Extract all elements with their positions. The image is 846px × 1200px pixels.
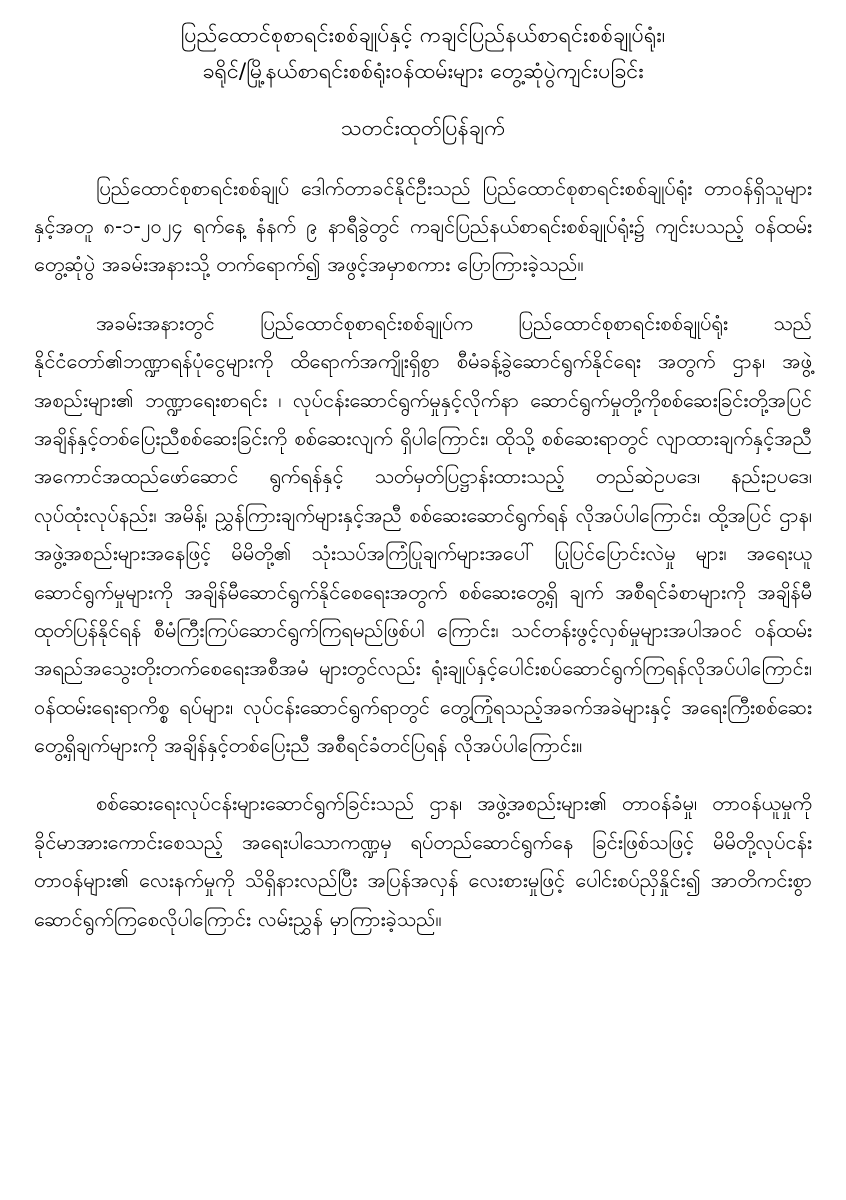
paragraph: ပြည်ထောင်စုစာရင်းစစ်ချုပ် ဒေါက်တာခင်နိုင်ဦးသည် ပြည်ထောင်စုစာရင်းစစ်ချုပ်ရုံး တာဝန်ရှိသူများနှင့်အတူ ၈-၁-၂၀၂၄ ရက်နေ့ နံနက် ၉ နာရီခွဲတွင် ကချင်ပြည်နယ်စာရင်းစစ်ချုပ်ရုံး၌ ကျင်းပသည့် ဝန်ထမ်းတွေ့ဆုံပွဲ အခမ်းအနားသို့ တက်ရောက်၍ အဖွင့်အမှာစကား ပြောကြားခဲ့သည်။ bbox=[34, 175, 812, 277]
document-body bbox=[34, 169, 812, 938]
title-line-1: ပြည်ထောင်စုစာရင်းစစ်ချုပ်နှင့် ကချင်ပြည်နယ်စာရင်းစစ်ချုပ်ရုံး၊ bbox=[180, 23, 666, 48]
paragraph: အခမ်းအနားတွင် ပြည်ထောင်စုစာရင်းစစ်ချုပ်က ပြည်ထောင်စုစာရင်းစစ်ချုပ်ရုံး သည် နိုင်ငံတော်၏ဘဏ္ဍာရန်ပုံငွေများကို ထိရောက်အကျိုးရှိစွာ စီမံခန့်ခွဲဆောင်ရွက်နိုင်ရေး အတွက် ဌာန၊ အဖွဲ့အစည်းများ၏ ဘဏ္ဍာရေးစာရင်း ၊ လုပ်ငန်းဆောင်ရွက်မှုနှင့်လိုက်နာ ဆောင်ရွက်မှုတို့ကိုစစ်ဆေးခြင်းတို့အပြင် အချိန်နှင့်တစ်ပြေးညီစစ်ဆေးခြင်းကို စစ်ဆေးလျက် ရှိပါကြောင်း၊ ထိုသို့ စစ်ဆေးရာတွင် လျာထားချက်နှင့်အညီ အကောင်အထည်ဖော်ဆောင် ရွက်ရန်နှင့် သတ်မှတ်ပြဋ္ဌာန်းထားသည့် တည်ဆဲဥပဒေ၊ နည်းဥပဒေ၊ လုပ်ထုံးလုပ်နည်း၊ အမိန့်၊ ညွှန်ကြားချက်များနှင့်အညီ စစ်ဆေးဆောင်ရွက်ရန် လိုအပ်ပါကြောင်း၊ ထို့အပြင် ဌာန၊ အဖွဲ့အစည်းများအနေဖြင့် မိမိတို့၏ သုံးသပ်အကြံပြုချက်များအပေါ် ပြုပြင်ပြောင်းလဲမှု များ၊ အရေးယူဆောင်ရွက်မှုများကို အချိန်မီဆောင်ရွက်နိုင်စေရေးအတွက် စစ်ဆေးတွေ့ရှိ ချက် အစီရင်ခံစာများကို အချိန်မီထုတ်ပြန်နိုင်ရန် စီမံကြီးကြပ်ဆောင်ရွက်ကြရမည်ဖြစ်ပါ ကြောင်း၊ သင်တန်းဖွင့်လှစ်မှုများအပါအဝင် ဝန်ထမ်းအရည်အသွေးတိုးတက်စေရေးအစီအမံ များတွင်လည်း ရုံးချုပ်နှင့်ပေါင်းစပ်ဆောင်ရွက်ကြရန်လိုအပ်ပါကြောင်း၊ ဝန်ထမ်းရေးရာကိစ္စ ရပ်များ၊ လုပ်ငန်းဆောင်ရွက်ရာတွင် တွေ့ကြုံရသည့်အခက်အခဲများနှင့် အရေးကြီးစစ်ဆေး တွေ့ရှိချက်များကို အချိန်နှင့်တစ်ပြေးညီ အစီရင်ခံတင်ပြရန် လိုအပ်ပါကြောင်း။ bbox=[34, 310, 812, 758]
document-subtitle: သတင်းထုတ်ပြန်ချက် bbox=[340, 116, 506, 142]
paragraph: စစ်ဆေးရေးလုပ်ငန်းများဆောင်ရွက်ခြင်းသည် ဌာန၊ အဖွဲ့အစည်းများ၏ တာဝန်ခံမှု၊ တာဝန်ယူမှုကို ခိုင်မာအားကောင်းစေသည့် အရေးပါသောကဏ္ဍမှ ရပ်တည်ဆောင်ရွက်နေ ခြင်းဖြစ်သဖြင့် မိမိတို့လုပ်ငန်းတာဝန်များ၏ လေးနက်မှုကို သိရှိနားလည်ပြီး အပြန်အလှန် လေးစားမှုဖြင့် ပေါင်းစပ်ညှိနှိုင်း၍ အာတိကင်းစွာ ဆောင်ရွက်ကြစေလိုပါကြောင်း လမ်းညွှန် မှာကြားခဲ့သည်။ bbox=[34, 791, 812, 931]
document-title bbox=[34, 18, 812, 90]
title-line-2: ခရိုင်/မြို့နယ်စာရင်းစစ်ရုံး၀န်ထမ်းများ တွေ့ဆုံပွဲကျင်းပခြင်း bbox=[202, 59, 644, 85]
